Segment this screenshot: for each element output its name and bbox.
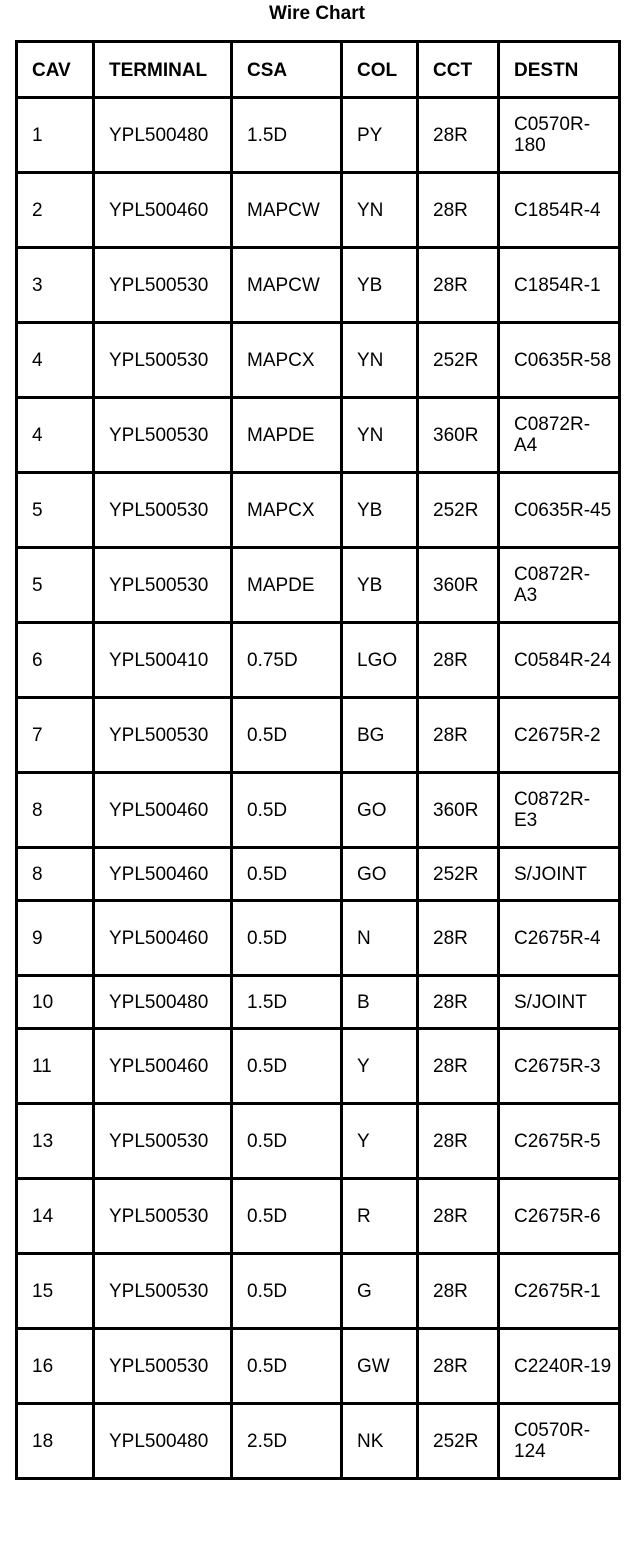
cell-cav: 15 <box>17 1254 94 1329</box>
cell-col: Y <box>342 1104 418 1179</box>
cell-cct: 28R <box>418 976 499 1029</box>
cell-destn: C1854R-4 <box>499 173 620 248</box>
cell-csa: 0.5D <box>232 1254 342 1329</box>
cell-terminal: YPL500530 <box>94 473 232 548</box>
table-row <box>17 901 620 976</box>
table-row <box>17 698 620 773</box>
table-row <box>17 773 620 848</box>
cell-destn: C2675R-3 <box>499 1029 620 1104</box>
cell-cct: 360R <box>418 398 499 473</box>
cell-cav: 10 <box>17 976 94 1029</box>
cell-terminal: YPL500530 <box>94 248 232 323</box>
cell-destn: C2675R-6 <box>499 1179 620 1254</box>
cell-cav: 2 <box>17 173 94 248</box>
cell-destn: S/JOINT <box>499 976 620 1029</box>
cell-destn: C0872R-A3 <box>499 548 620 623</box>
cell-terminal: YPL500530 <box>94 1104 232 1179</box>
cell-col: LGO <box>342 623 418 698</box>
cell-destn: C2240R-19 <box>499 1329 620 1404</box>
cell-destn: C2675R-4 <box>499 901 620 976</box>
table-row <box>17 473 620 548</box>
table-row <box>17 398 620 473</box>
cell-col: G <box>342 1254 418 1329</box>
header-terminal: TERMINAL <box>94 42 232 98</box>
cell-terminal: YPL500530 <box>94 323 232 398</box>
cell-cct: 28R <box>418 248 499 323</box>
cell-csa: 0.5D <box>232 1179 342 1254</box>
cell-destn: C0635R-58 <box>499 323 620 398</box>
cell-cct: 360R <box>418 773 499 848</box>
header-destn: DESTN <box>499 42 620 98</box>
cell-col: YB <box>342 248 418 323</box>
cell-cct: 28R <box>418 1179 499 1254</box>
cell-cav: 7 <box>17 698 94 773</box>
cell-col: BG <box>342 698 418 773</box>
table-row <box>17 1104 620 1179</box>
cell-csa: MAPCW <box>232 248 342 323</box>
cell-csa: 0.5D <box>232 1104 342 1179</box>
cell-cav: 9 <box>17 901 94 976</box>
cell-terminal: YPL500530 <box>94 398 232 473</box>
cell-cct: 28R <box>418 623 499 698</box>
cell-csa: 0.5D <box>232 1329 342 1404</box>
cell-csa: MAPCW <box>232 173 342 248</box>
cell-cav: 8 <box>17 848 94 901</box>
cell-csa: 1.5D <box>232 98 342 173</box>
cell-col: YB <box>342 548 418 623</box>
table-row <box>17 1029 620 1104</box>
cell-cav: 3 <box>17 248 94 323</box>
cell-terminal: YPL500530 <box>94 698 232 773</box>
cell-cav: 13 <box>17 1104 94 1179</box>
cell-cct: 28R <box>418 1254 499 1329</box>
cell-col: N <box>342 901 418 976</box>
cell-destn: C2675R-1 <box>499 1254 620 1329</box>
cell-destn: C0635R-45 <box>499 473 620 548</box>
header-cct: CCT <box>418 42 499 98</box>
cell-csa: 0.5D <box>232 698 342 773</box>
table-header-row <box>17 42 620 98</box>
cell-terminal: YPL500530 <box>94 1329 232 1404</box>
cell-cav: 1 <box>17 98 94 173</box>
cell-terminal: YPL500460 <box>94 901 232 976</box>
cell-col: Y <box>342 1029 418 1104</box>
cell-col: NK <box>342 1404 418 1479</box>
cell-cct: 28R <box>418 901 499 976</box>
table-row <box>17 98 620 173</box>
cell-csa: 0.5D <box>232 773 342 848</box>
table-row <box>17 1179 620 1254</box>
cell-csa: 0.75D <box>232 623 342 698</box>
cell-col: R <box>342 1179 418 1254</box>
cell-csa: MAPCX <box>232 323 342 398</box>
cell-csa: 0.5D <box>232 1029 342 1104</box>
cell-cav: 4 <box>17 398 94 473</box>
cell-terminal: YPL500460 <box>94 848 232 901</box>
cell-col: YN <box>342 173 418 248</box>
cell-cav: 5 <box>17 548 94 623</box>
cell-destn: C0570R-124 <box>499 1404 620 1479</box>
table-row <box>17 1254 620 1329</box>
cell-destn: C0570R-180 <box>499 98 620 173</box>
cell-csa: MAPDE <box>232 548 342 623</box>
cell-terminal: YPL500460 <box>94 773 232 848</box>
cell-cct: 252R <box>418 473 499 548</box>
table-row <box>17 848 620 901</box>
table-row <box>17 1329 620 1404</box>
cell-csa: 0.5D <box>232 901 342 976</box>
table-row <box>17 248 620 323</box>
cell-destn: C0584R-24 <box>499 623 620 698</box>
cell-cav: 4 <box>17 323 94 398</box>
cell-cav: 11 <box>17 1029 94 1104</box>
cell-col: GO <box>342 773 418 848</box>
cell-terminal: YPL500480 <box>94 976 232 1029</box>
header-csa: CSA <box>232 42 342 98</box>
cell-csa: 1.5D <box>232 976 342 1029</box>
table-row <box>17 976 620 1029</box>
cell-cav: 8 <box>17 773 94 848</box>
cell-cav: 6 <box>17 623 94 698</box>
page-title: Wire Chart <box>269 3 365 24</box>
cell-destn: C1854R-1 <box>499 248 620 323</box>
cell-destn: S/JOINT <box>499 848 620 901</box>
header-col: COL <box>342 42 418 98</box>
cell-terminal: YPL500530 <box>94 548 232 623</box>
cell-cav: 18 <box>17 1404 94 1479</box>
cell-terminal: YPL500460 <box>94 1029 232 1104</box>
cell-cav: 5 <box>17 473 94 548</box>
cell-col: GW <box>342 1329 418 1404</box>
cell-cct: 28R <box>418 173 499 248</box>
cell-cct: 252R <box>418 1404 499 1479</box>
cell-cct: 360R <box>418 548 499 623</box>
cell-cct: 252R <box>418 848 499 901</box>
cell-csa: 2.5D <box>232 1404 342 1479</box>
cell-cct: 252R <box>418 323 499 398</box>
cell-terminal: YPL500460 <box>94 173 232 248</box>
table-row <box>17 548 620 623</box>
cell-cct: 28R <box>418 1329 499 1404</box>
cell-terminal: YPL500410 <box>94 623 232 698</box>
wire-chart-table <box>15 40 621 1480</box>
table-row <box>17 623 620 698</box>
cell-col: GO <box>342 848 418 901</box>
cell-csa: MAPCX <box>232 473 342 548</box>
cell-col: B <box>342 976 418 1029</box>
cell-destn: C0872R-E3 <box>499 773 620 848</box>
cell-terminal: YPL500530 <box>94 1254 232 1329</box>
cell-destn: C0872R-A4 <box>499 398 620 473</box>
cell-terminal: YPL500480 <box>94 1404 232 1479</box>
cell-terminal: YPL500480 <box>94 98 232 173</box>
cell-col: YB <box>342 473 418 548</box>
table-row <box>17 1404 620 1479</box>
cell-csa: 0.5D <box>232 848 342 901</box>
cell-col: YN <box>342 323 418 398</box>
cell-col: PY <box>342 98 418 173</box>
cell-cct: 28R <box>418 698 499 773</box>
cell-cav: 16 <box>17 1329 94 1404</box>
cell-cct: 28R <box>418 98 499 173</box>
cell-col: YN <box>342 398 418 473</box>
cell-destn: C2675R-2 <box>499 698 620 773</box>
header-cav: CAV <box>17 42 94 98</box>
cell-cav: 14 <box>17 1179 94 1254</box>
cell-terminal: YPL500530 <box>94 1179 232 1254</box>
table-row <box>17 173 620 248</box>
cell-cct: 28R <box>418 1104 499 1179</box>
cell-csa: MAPDE <box>232 398 342 473</box>
cell-destn: C2675R-5 <box>499 1104 620 1179</box>
cell-cct: 28R <box>418 1029 499 1104</box>
table-row <box>17 323 620 398</box>
